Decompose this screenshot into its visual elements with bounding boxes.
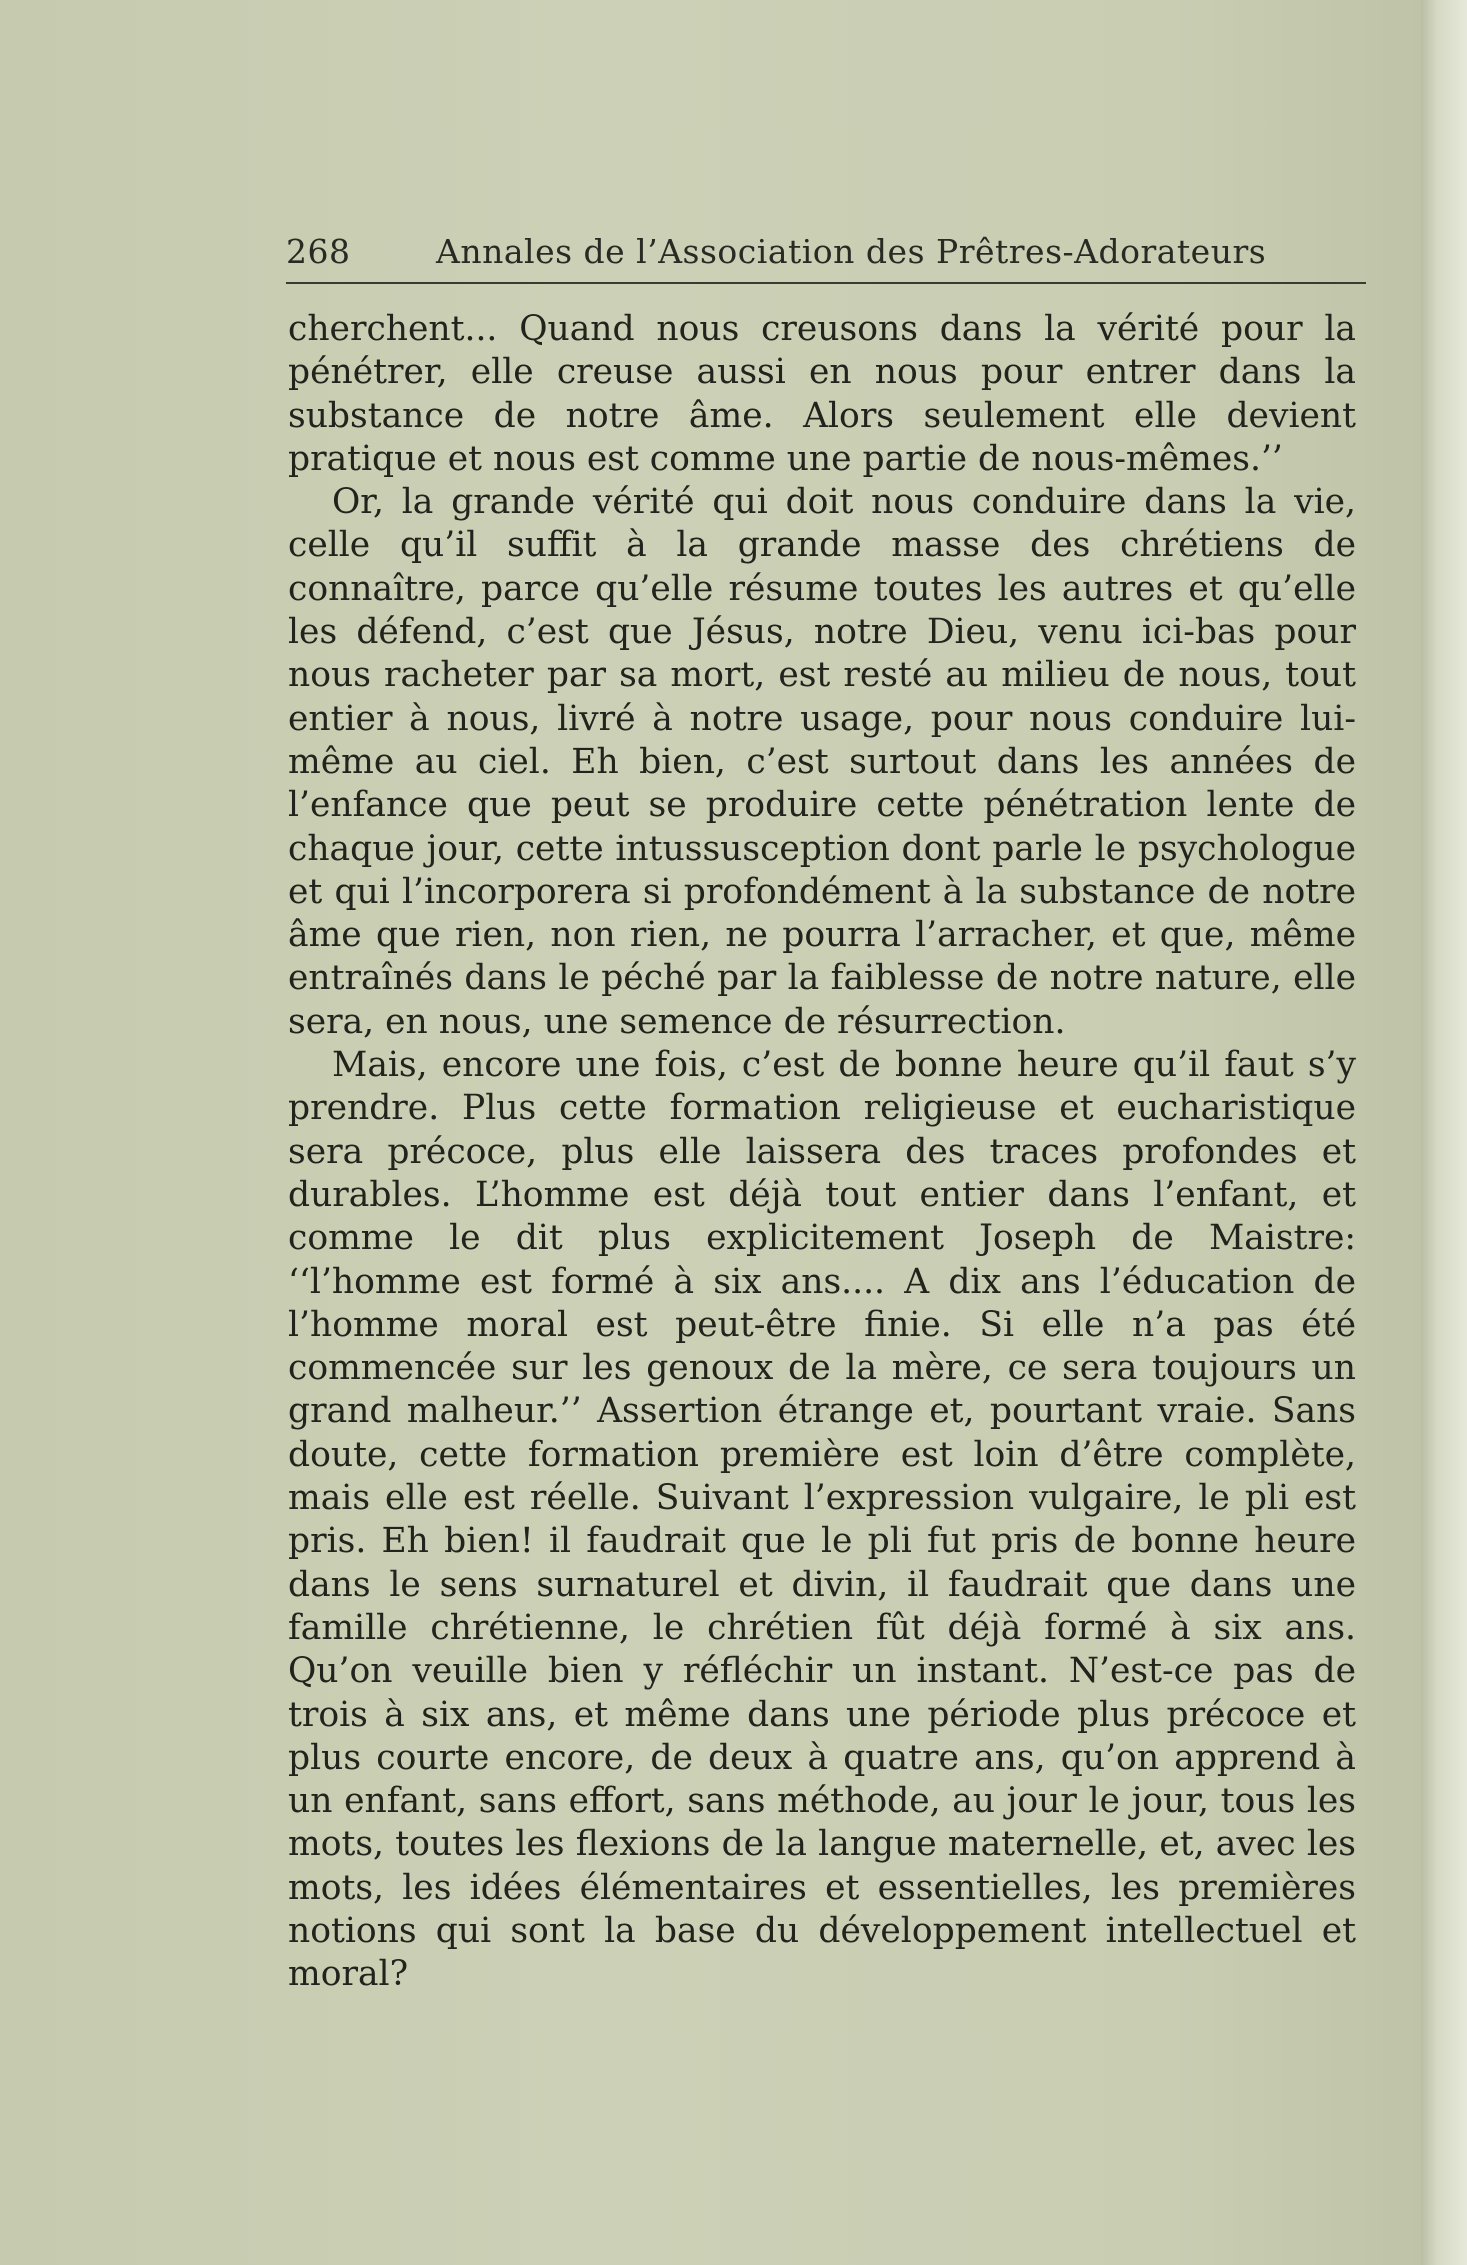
body-text (288, 308, 1356, 1997)
paragraph-verite: Or, la grande vérité qui doit nous conduire dans la vie, celle qu’il suffit à la grande masse des chrétiens de connaître, parce qu’elle résume toutes les autres et qu’elle les défend, c’est que Jésus, notre Dieu, venu ici-bas pour nous racheter par sa mort, est resté au milieu de nous, tout entier à nous, livré à notre usage, pour nous conduire lui-même au ciel. Eh bien, c’est surtout dans les années de l’enfance que peut se produire cette pénétration lente de chaque jour, cette intussusception dont parle le psychologue et qui l’incorporera si profondément à la substance de notre âme que rien, non rien, ne pourra l’arracher, et que, même entraînés dans le péché par la faiblesse de notre nature, elle sera, en nous, une semence de résurrection. (288, 482, 1356, 1042)
page-header (286, 232, 1346, 278)
paragraph-formation: Mais, encore une fois, c’est de bonne heure qu’il faut s’y prendre. Plus cette formation religieuse et eucharistique sera précoce, plus elle laissera des traces profondes et durables. L’homme est déjà tout entier dans l’enfant, et comme le dit plus explicitement Joseph de Maistre: ‘‘l’homme est formé à six ans.... A dix ans l’éducation de l’homme moral est peut-être finie. Si elle n’a pas été commencée sur les genoux de la mère, ce sera toujours un grand malheur.’’ Assertion étrange et, pourtant vraie. Sans doute, cette formation première est loin d’être complète, mais elle est réelle. Suivant l’expression vulgaire, le pli est pris. Eh bien! il faudrait que le pli fut pris de bonne heure dans le sens surnaturel et divin, il faudrait que dans une famille chrétienne, le chrétien fût déjà formé à six ans. Qu’on veuille bien y réfléchir un instant. N’est-ce pas de trois à six ans, et même dans une période plus précoce et plus courte encore, de deux à quatre ans, qu’on apprend à un enfant, sans effort, sans méthode, au jour le jour, tous les mots, toutes les flexions de la langue maternelle, et, avec les mots, les idées élémentaires et essentielles, les premières notions qui sont la base du développement intellectuel et moral? (288, 1045, 1356, 1995)
header-rule (286, 282, 1366, 284)
page-edge-shadow (1421, 0, 1467, 2265)
paragraph-continuation: cherchent... Quand nous creusons dans la vérité pour la pénétrer, elle creuse aussi en nous pour entrer dans la substance de notre âme. Alors seulement elle devient pratique et nous est comme une partie de nous-mêmes.’’ (288, 309, 1356, 479)
running-title: Annales de l’Association des Prêtres-Adorateurs (436, 232, 1267, 271)
page-number: 268 (286, 232, 351, 271)
